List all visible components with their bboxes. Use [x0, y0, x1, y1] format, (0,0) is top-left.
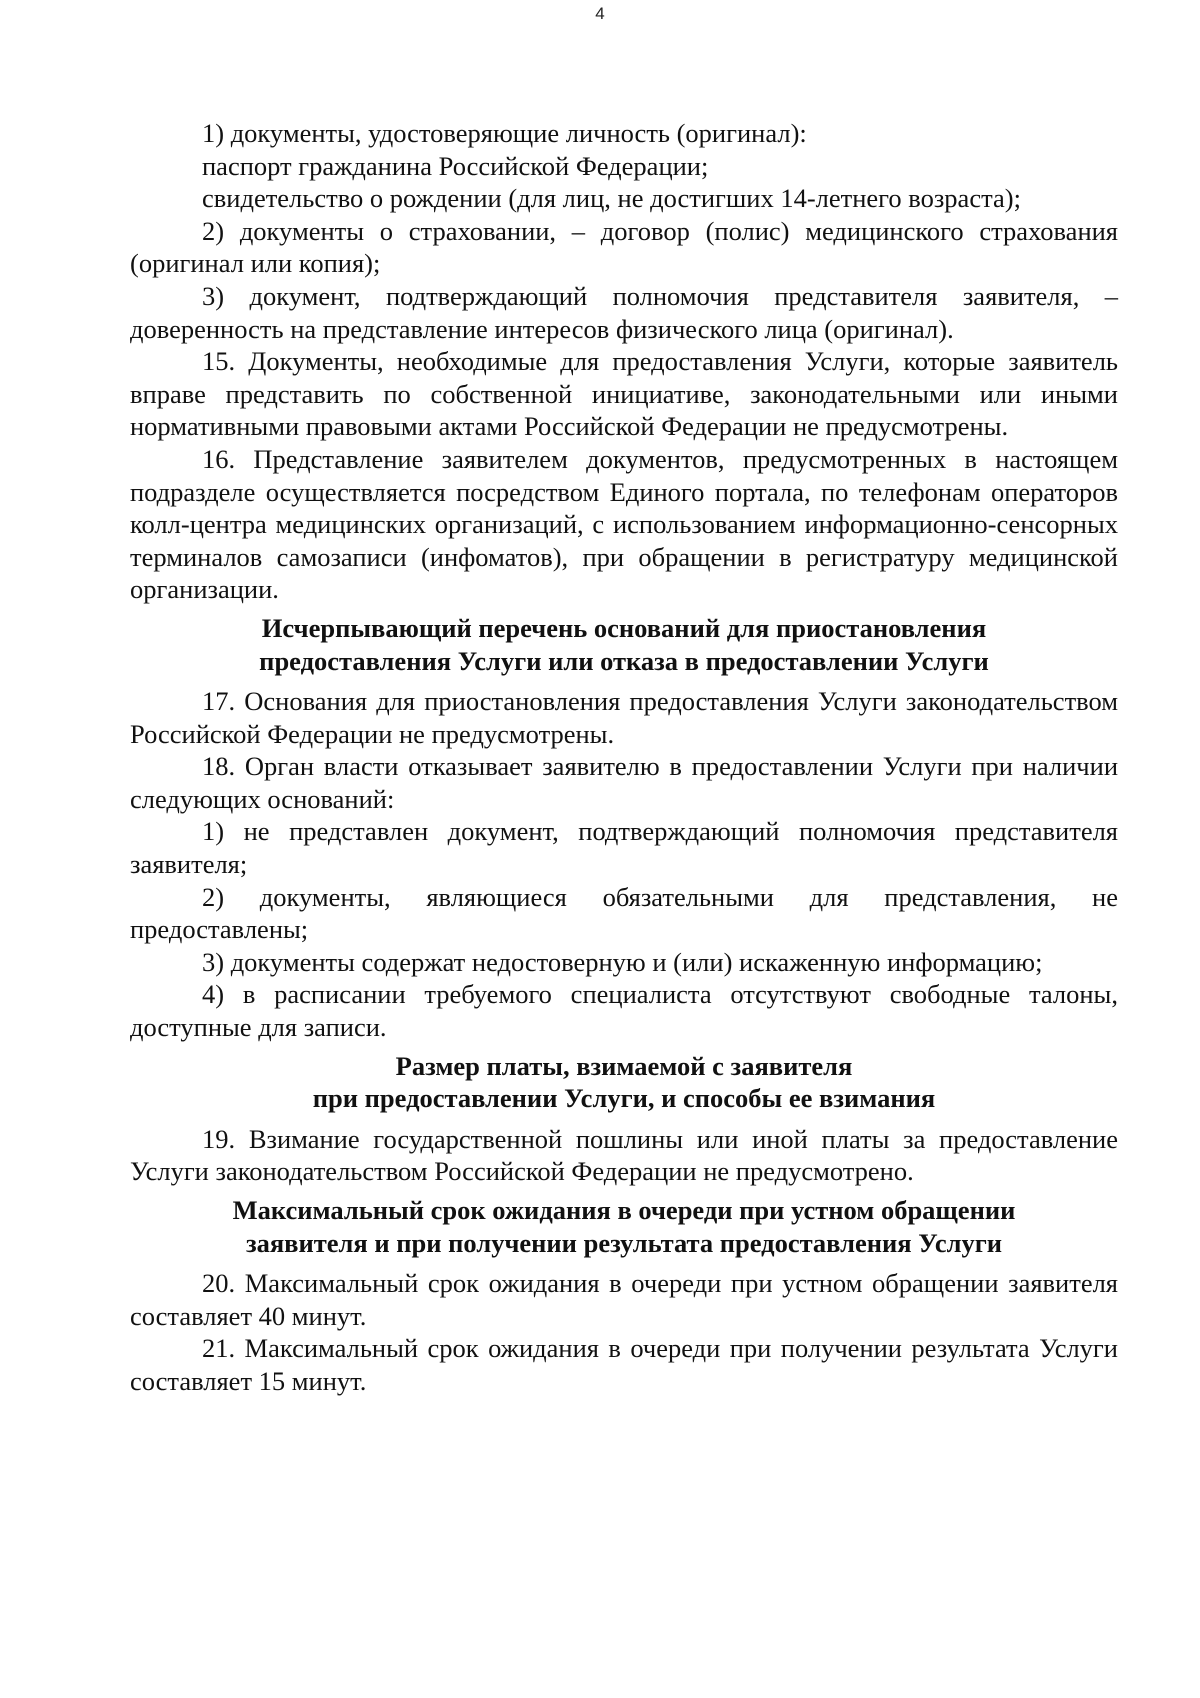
- page-number: 4: [595, 4, 605, 23]
- heading-line: Максимальный срок ожидания в очереди при устном обращении: [232, 1195, 1016, 1225]
- paragraph-passport: паспорт гражданина Российской Федерации;: [202, 150, 709, 181]
- section-heading-fee: [130, 1050, 1118, 1115]
- heading-line: Размер платы, взимаемой с заявителя: [395, 1050, 853, 1081]
- paragraph-17: 17. Основания для приостановления предоставления Услуги законодательством Российской Федерации не предусмотрены.: [130, 686, 1118, 749]
- heading-line: при предоставлении Услуги, и способы ее взимания: [312, 1083, 936, 1114]
- section-heading-grounds: [130, 612, 1118, 677]
- paragraph-list-item-3: 3) документ, подтверждающий полномочия представителя заявителя, – доверенность на представление интересов физического лица (оригинал).: [130, 280, 1118, 344]
- paragraph-list-item-1: 1) документы, удостоверяющие личность (оригинал):: [202, 118, 807, 148]
- heading-line: Исчерпывающий перечень оснований для приостановления: [261, 612, 987, 643]
- paragraph-15: 15. Документы, необходимые для предоставления Услуги, которые заявитель вправе представить по собственной инициативе, законодательными или иными нормативными правовыми актами Российской Федерации не предусмотрены.: [130, 346, 1118, 442]
- paragraph-18-item-1: 1) не представлен документ, подтверждающий полномочия представителя заявителя;: [130, 816, 1118, 880]
- paragraph-18-item-2: 2) документы, являющиеся обязательными для представления, не предоставлены;: [130, 881, 1118, 945]
- paragraph-21: 21. Максимальный срок ожидания в очереди при получении результата Услуги составляет 15 минут.: [130, 1333, 1118, 1396]
- document-body: [130, 117, 1118, 1398]
- paragraph-birth-certificate: свидетельство о рождении (для лиц, не достигших 14-летнего возраста);: [202, 183, 1021, 214]
- paragraph-18-item-3: 3) документы содержат недостоверную и (или) искаженную информацию;: [202, 946, 1043, 977]
- paragraph-18-item-4: 4) в расписании требуемого специалиста отсутствуют свободные талоны, доступные для записи.: [130, 979, 1118, 1043]
- paragraph-18: 18. Орган власти отказывает заявителю в предоставлении Услуги при наличии следующих оснований:: [130, 751, 1118, 814]
- paragraph-16: 16. Представление заявителем документов, предусмотренных в настоящем подразделе осуществляется посредством Единого портала, по телефонам операторов колл-центра медицинских организаций, с использованием информационно-сенсорных терминалов самозаписи (инфоматов), при обращении в регистратуру медицинской организации.: [130, 443, 1118, 605]
- paragraph-list-item-2: 2) документы о страховании, – договор (полис) медицинского страхования (оригинал или копия);: [130, 215, 1118, 279]
- paragraph-19: 19. Взимание государственной пошлины или иной платы за предоставление Услуги законодательством Российской Федерации не предусмотрено.: [130, 1123, 1118, 1187]
- heading-line: предоставления Услуги или отказа в предоставлении Услуги: [259, 645, 989, 676]
- paragraph-20: 20. Максимальный срок ожидания в очереди при устном обращении заявителя составляет 40 минут.: [130, 1268, 1118, 1331]
- section-heading-waiting-time: [130, 1194, 1118, 1259]
- heading-line: заявителя и при получении результата предоставления Услуги: [245, 1227, 1003, 1258]
